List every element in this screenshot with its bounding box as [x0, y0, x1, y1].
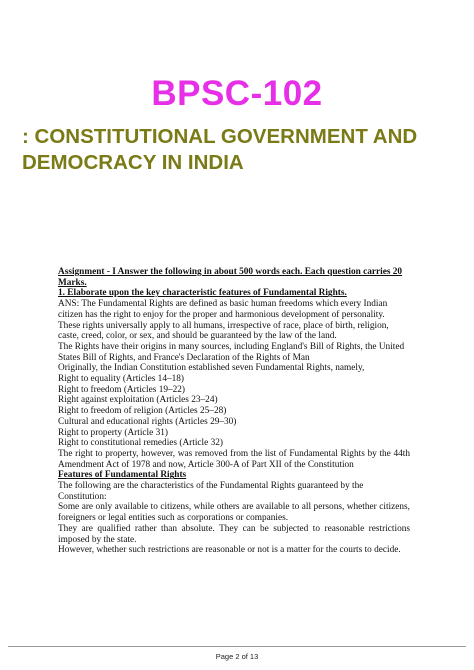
- property-removed-paragraph: The right to property, however, was removed from the list of Fundamental Rights by the 44th Amendment Act of 1978 and now, Article 300-A of Part XII of the Constitution: [58, 448, 410, 470]
- rights-list-item: Right to freedom of religion (Articles 25–28): [58, 406, 227, 417]
- assignment-heading: Assignment - I Answer the following in about 500 words each. Each question carries 20 Marks.: [58, 267, 403, 288]
- rights-list-item: Right to equality (Articles 14–18): [58, 374, 185, 385]
- rights-list-item: Right to property (Article 31): [58, 427, 168, 438]
- original-rights-paragraph: Originally, the Indian Constitution established seven Fundamental Rights, namely,: [58, 363, 365, 374]
- assignment-content: [58, 267, 410, 556]
- feature-courts-paragraph: However, whether such restrictions are reasonable or not is a matter for the courts to decide.: [58, 545, 401, 556]
- page-number: Page 2 of 13: [215, 652, 259, 661]
- rights-list-item: Right to freedom (Articles 19–22): [58, 384, 186, 395]
- course-code-title: BPSC-102: [151, 74, 323, 113]
- rights-list-item: Cultural and educational rights (Articles 29–30): [58, 416, 237, 427]
- feature-qualified-paragraph: They are qualified rather than absolute. They can be subjected to reasonable restrictions imposed by the state.: [58, 523, 410, 545]
- footer-divider: [8, 646, 466, 647]
- feature-availability-paragraph: Some are only available to citizens, while others are available to all persons, whether citizens, foreigners or legal entities such as corporations or companies.: [58, 502, 410, 524]
- features-intro: The following are the characteristics of the Fundamental Rights guaranteed by the Constitution:: [58, 481, 364, 502]
- origins-paragraph: The Rights have their origins in many sources, including England's Bill of Rights, the United States Bill of Rights, and France's Declaration of the Rights of Man: [58, 341, 405, 363]
- question-heading: 1. Elaborate upon the key characteristic features of Fundamental Rights.: [58, 288, 347, 299]
- features-heading: Features of Fundamental Rights: [58, 470, 187, 481]
- rights-list-item: Right against exploitation (Articles 23–24): [58, 395, 218, 406]
- answer-intro: ANS: The Fundamental Rights are defined as basic human freedoms which every Indian citizen has the right to enjoy for the proper and harmonious development of personality.: [58, 299, 388, 320]
- universality-paragraph: These rights universally apply to all humans, irrespective of race, place of birth, religion, caste, creed, color, or sex, and should be guaranteed by the law of the land.: [58, 320, 389, 342]
- rights-list-item: Right to constitutional remedies (Article 32): [58, 438, 223, 449]
- course-title: : CONSTITUTIONAL GOVERNMENT AND DEMOCRACY IN INDIA: [22, 125, 418, 174]
